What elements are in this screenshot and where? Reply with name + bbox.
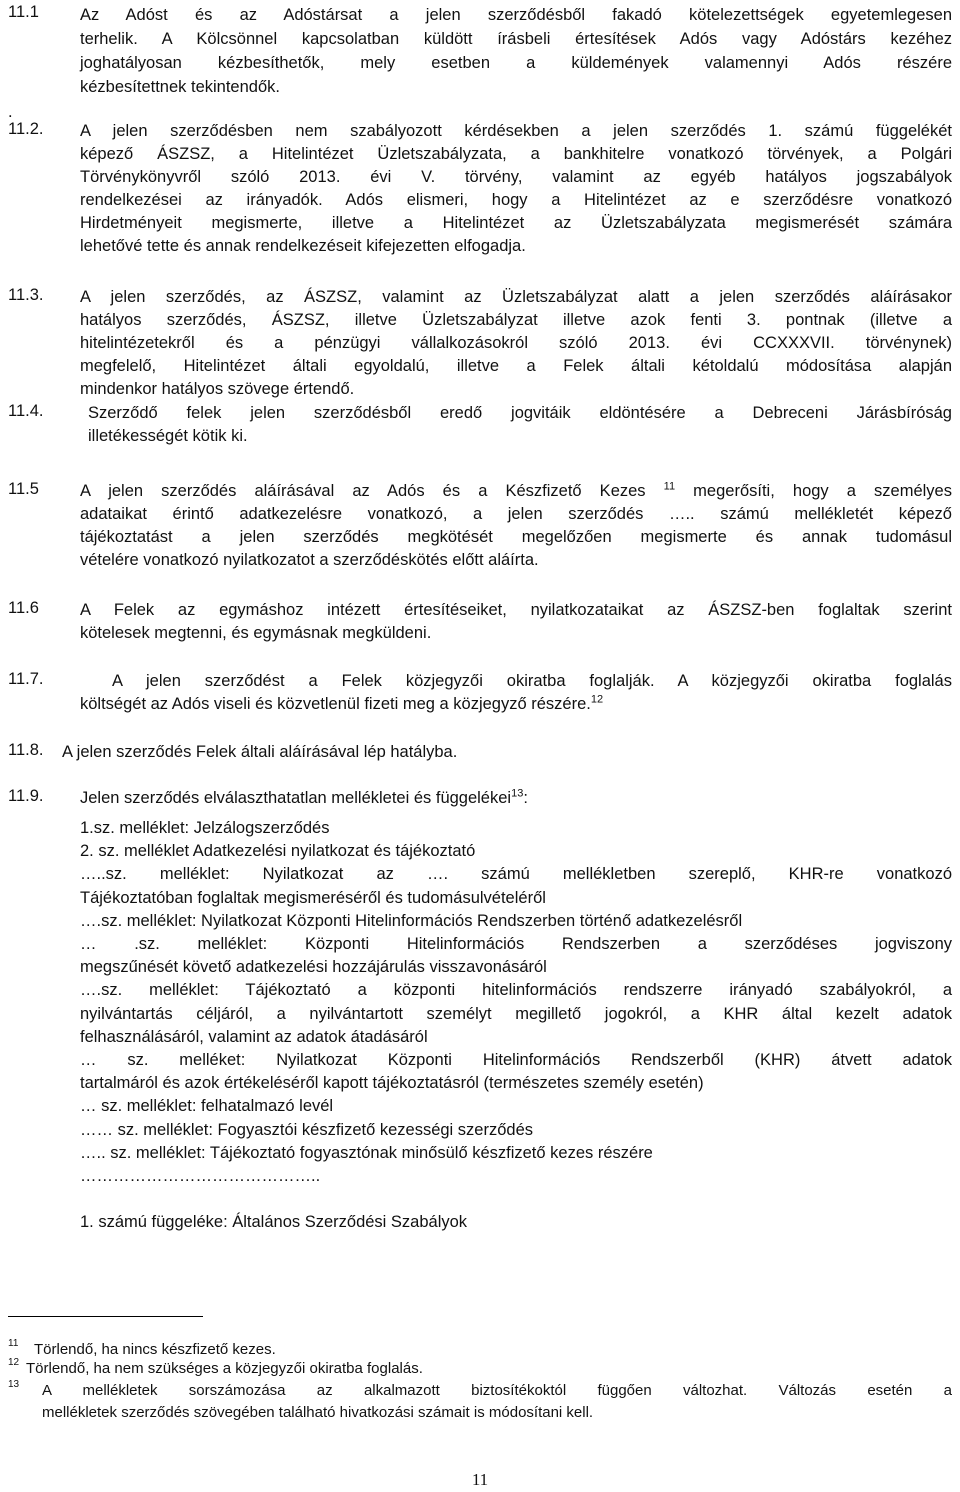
text-line <box>80 787 952 810</box>
text-line: adataikat érintő adatkezelésre vonatkozó, a jelen szerződés ….. számú mellékletét képező <box>80 505 952 523</box>
section-number: 11.6 <box>8 599 39 617</box>
section-number: 11.4. <box>8 402 44 420</box>
annex-line: …..sz. melléklet: Nyilatkozat az …. számú mellékletben szereplő, KHR-re vonatkozó <box>80 865 952 884</box>
section-text <box>80 599 952 645</box>
text-fragment: : <box>523 789 528 807</box>
text-line: joghatályosan kézbesíthetők, mely esetben a küldemények valamennyi Adós részére <box>80 54 952 72</box>
text-line: hatályos szerződés, ÁSZSZ, illetve Üzletszabályzat illetve azok fenti 3. pontnak (illetve a <box>80 311 952 329</box>
footnote-number: 13 <box>8 1379 20 1390</box>
annex-line: ….sz. melléklet: Tájékoztató a központi hitelinformációs rendszerre irányadó szabályokról, a <box>80 981 952 1000</box>
footnote-line: A mellékletek sorszámozása az alkalmazott biztosítékoktól függően változhat. Változás esetén a <box>42 1382 952 1399</box>
text-line: megfelelő, Hitelintézet általi egyoldalú, illetve a Felek általi kétoldalú módosítása alapján <box>80 357 952 375</box>
section-number: 11.2. <box>8 120 44 138</box>
text-line: hitelintézetekről és a pénzügyi vállalkozásokról szóló 2013. évi CCXXXVII. törvénynek) <box>80 334 952 352</box>
section-text <box>80 480 952 572</box>
footnote-ref: 12 <box>590 693 604 706</box>
annex-line: nyilvántartás céljáról, a nyilvántartott személyt megillető jogokról, a KHR által kezelt adatok <box>80 1004 952 1023</box>
footnote-ref: 11 <box>663 480 676 493</box>
text-line: A jelen szerződést a Felek közjegyzői okiratba foglalják. A közjegyzői okiratba foglalás <box>112 672 952 690</box>
section-text <box>80 787 952 810</box>
text-line: A Felek az egymáshoz intézett értesítéseiket, nyilatkozataikat az ÁSZSZ-ben foglaltak szerint <box>80 601 952 619</box>
text-line: terhelik. A Kölcsönnel kapcsolatban küldött írásbeli értesítések Adós vagy Adóstárs kezéhez <box>80 30 952 48</box>
text-fragment: Jelen szerződés elválaszthatatlan mellékletei és függelékei <box>80 789 512 807</box>
footnote-ref: 13 <box>511 787 524 800</box>
annex-line: … .sz. melléklet: Központi Hitelinformációs Rendszerben a szerződéses jogviszony <box>80 935 952 954</box>
annex-line: tartalmáról és azok értékeléséről kapott tájékoztatásról (természetes személy esetén) <box>80 1074 704 1093</box>
section-number: 11.3. <box>8 286 44 304</box>
section-text <box>80 286 952 401</box>
text-line: kézbesítettnek tekintendők. <box>80 78 280 96</box>
annex-dotted-line: …………………………………….. <box>80 1167 321 1186</box>
annex-blank-line <box>80 1188 952 1211</box>
annex-line: 2. sz. melléklet Adatkezelési nyilatkozat és tájékoztató <box>80 842 476 861</box>
annex-line: … sz. melléket: Nyilatkozat Központi Hitelinformációs Rendszerből (KHR) átvett adatok <box>80 1051 952 1070</box>
text-line: Szerződő felek jelen szerződésből eredő jogvitáik eldöntésére a Debreceni Járásbíróság <box>88 404 952 422</box>
text-line <box>80 480 952 503</box>
section-text <box>88 402 952 448</box>
annex-line: 1. számú függeléke: Általános Szerződési Szabályok <box>80 1213 468 1232</box>
annex-line: … sz. melléklet: felhatalmazó levél <box>80 1097 334 1116</box>
text-line: A jelen szerződés, az ÁSZSZ, valamint az Üzletszabályzat alatt a jelen szerződés aláírásakor <box>80 288 952 306</box>
section-text <box>62 741 952 764</box>
text-line: Az Adóst és az Adóstársat a jelen szerződésből fakadó kötelezettségek egyetemlegesen <box>80 6 952 24</box>
annex-list-body <box>80 817 952 1234</box>
section-number: 11.8. <box>8 741 44 759</box>
text-fragment: költségét az Adós viseli és közvetlenül fizeti meg a közjegyző részére. <box>80 695 591 713</box>
text-line: lehetővé tette és annak rendelkezéseit kifejezetten elfogadja. <box>80 237 526 255</box>
text-line: A jelen szerződés Felek általi aláírásával lép hatályba. <box>62 743 458 761</box>
footnote-text: Törlendő, ha nem szükséges a közjegyzői okiratba foglalás. <box>26 1360 423 1377</box>
annex-line: ….. sz. melléklet: Tájékoztató fogyasztónak minősülő készfizető kezes részére <box>80 1143 653 1162</box>
footnote-number: 11 <box>8 1338 19 1349</box>
section-text <box>80 670 952 716</box>
section-text <box>80 120 952 258</box>
annex-line: Tájékoztatóban foglaltak megismeréséről és tudomásulvételéről <box>80 888 546 907</box>
text-line: képező ÁSZSZ, a Hitelintézet Üzletszabályzata, a bankhitelre vonatkozó törvények, a Polgári <box>80 145 952 163</box>
section-number: 11.1 <box>8 3 39 21</box>
section-text <box>80 3 952 99</box>
text-line: A jelen szerződésben nem szabályozott kérdésekben a jelen szerződés 1. számú függelékét <box>80 122 952 140</box>
footnote-line: mellékletek szerződés szövegében található hivatkozási számait is módosítani kell. <box>42 1404 594 1421</box>
text-line: vételére vonatkozó nyilatkozatot a szerződéskötés előtt aláírta. <box>80 551 539 569</box>
section-number: . <box>8 103 13 121</box>
text-fragment: A jelen szerződés aláírásával az Adós és a Készfizető Kezes <box>80 482 646 500</box>
text-line: mindenkor hatályos szövege értendő. <box>80 380 355 398</box>
footnote-number: 12 <box>8 1357 20 1368</box>
annex-line: felhasználásáról, valamint az adatok átadásáról <box>80 1027 428 1046</box>
section-number: 11.7. <box>8 670 44 688</box>
text-line: rendelkezései az irányadók. Adós elismeri, hogy a Hitelintézet az e szerződésre vonatkozó <box>80 191 952 209</box>
footnote-separator <box>8 1316 203 1317</box>
text-line <box>80 693 952 716</box>
annex-line: ….sz. melléklet: Nyilatkozat Központi Hitelinformációs Rendszerben történő adatkezelésről <box>80 911 743 930</box>
text-fragment: megerősíti, hogy a személyes <box>675 482 952 500</box>
annex-line: …… sz. melléklet: Fogyasztói készfizető kezességi szerződés <box>80 1120 534 1139</box>
page-number: 11 <box>471 1470 489 1489</box>
annex-line: megszűnését követő adatkezelési hozzájárulás visszavonásáról <box>80 958 547 977</box>
text-line: illetékességét kötik ki. <box>88 427 248 445</box>
section-number: 11.9. <box>8 787 44 805</box>
text-line: tájékoztatást a jelen szerződés megkötését megelőzően megismerte és annak tudomásul <box>80 528 952 546</box>
text-line: Hirdetményeit megismerte, illetve a Hitelintézet az Üzletszabályzata megismerését számára <box>80 214 952 232</box>
footnote-text: Törlendő, ha nincs készfizető kezes. <box>34 1341 276 1358</box>
text-line: Törvénykönyvről szóló 2013. évi V. törvény, valamint az egyéb hatályos jogszabályok <box>80 168 952 186</box>
section-number: 11.5 <box>8 480 39 498</box>
annex-line: 1.sz. melléklet: Jelzálogszerződés <box>80 819 330 837</box>
text-line: kötelesek megtenni, és egymásnak megküldeni. <box>80 624 432 642</box>
footnote-text <box>8 1380 952 1424</box>
